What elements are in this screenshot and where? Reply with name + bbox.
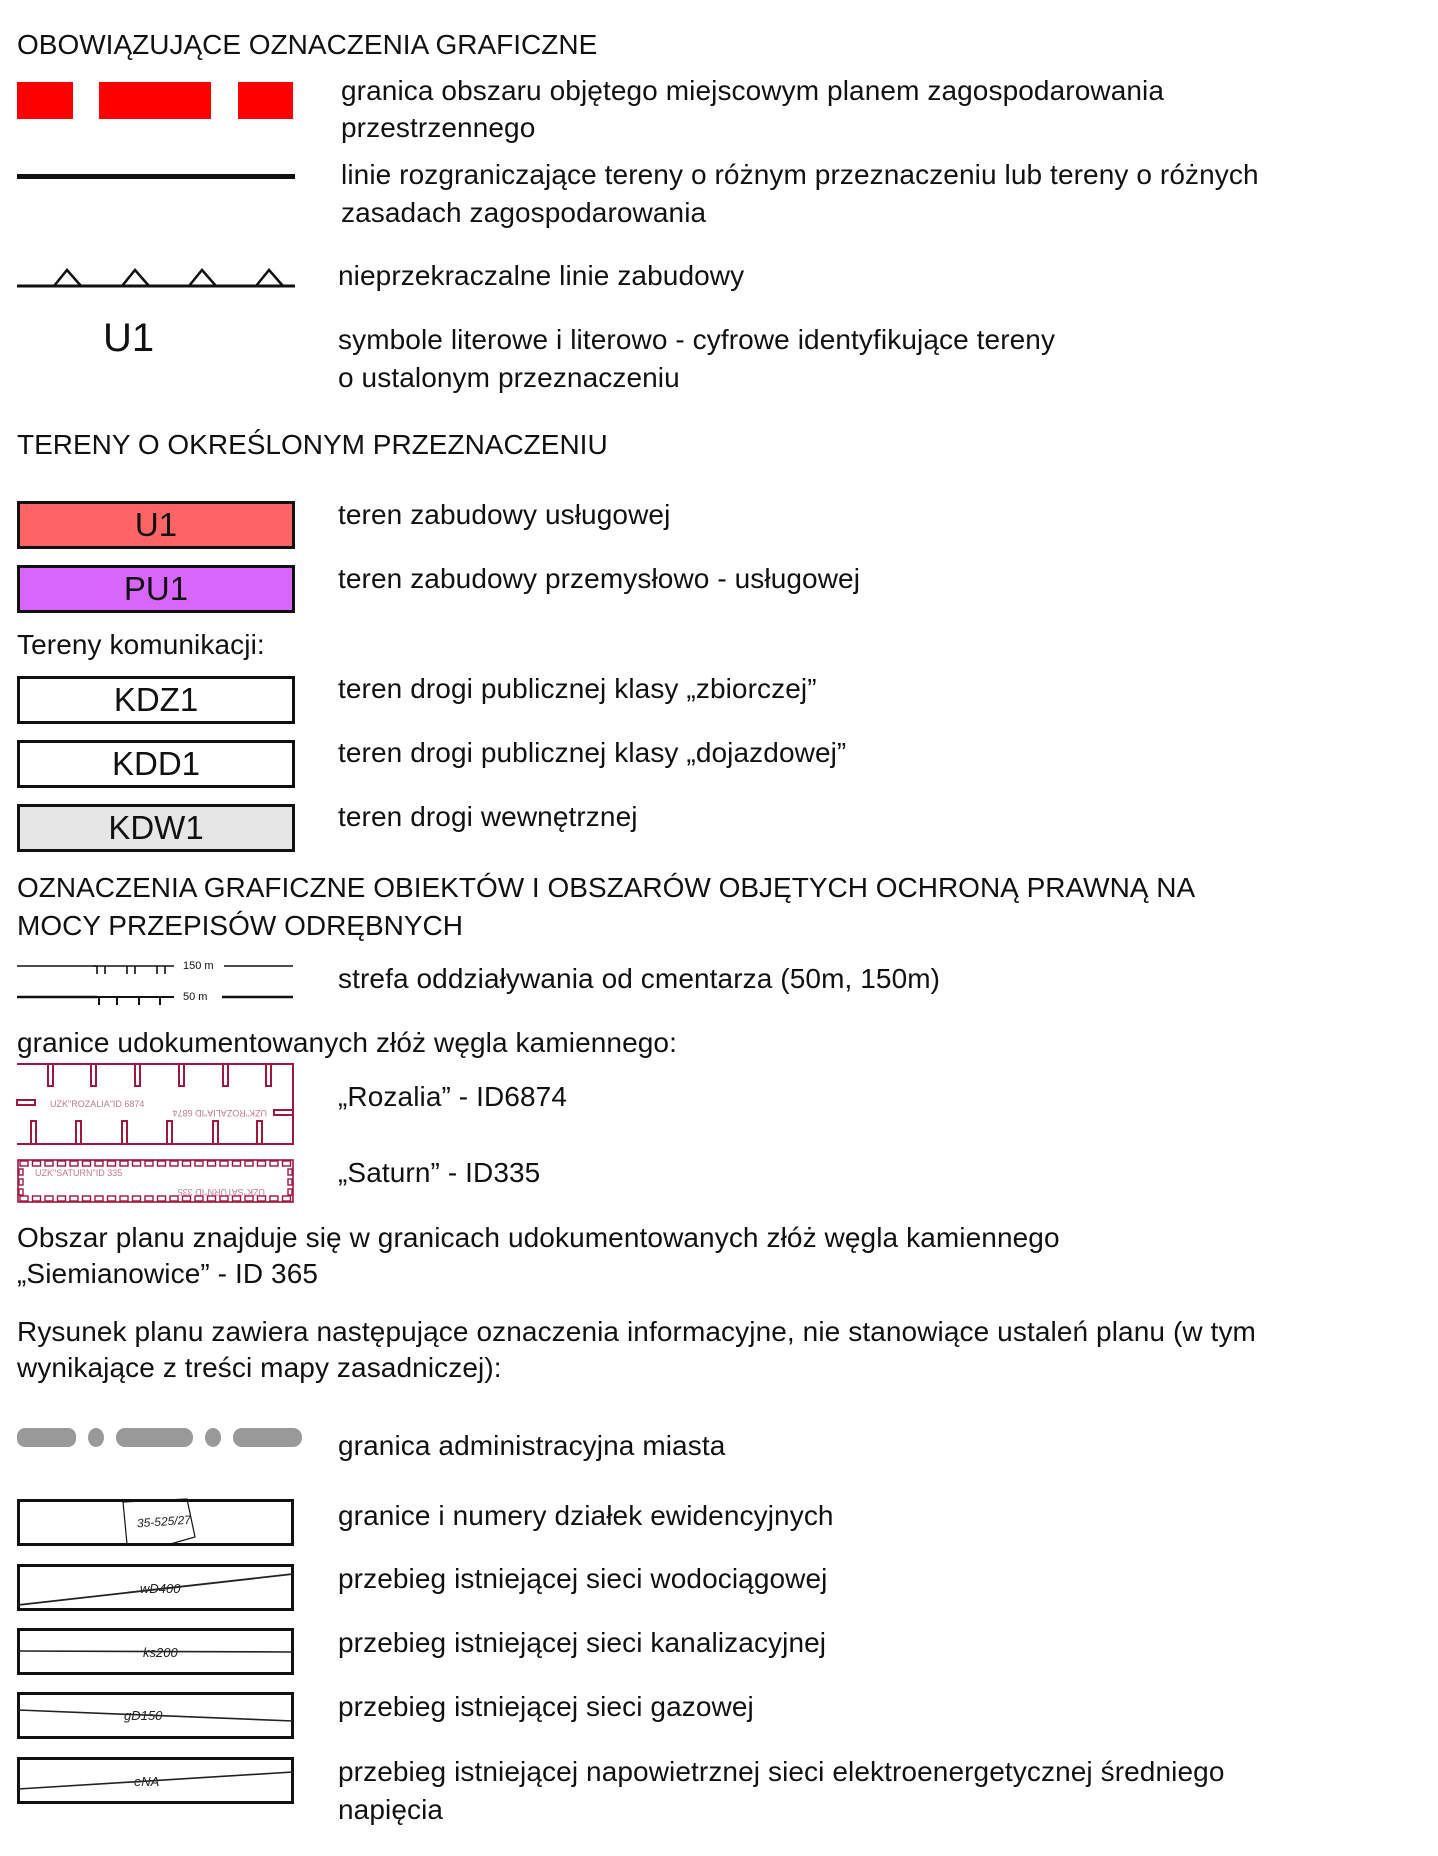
- saturn-inner-text: UZK"SATURN"ID 335: [35, 1168, 123, 1178]
- saturn-border-tooth: [220, 1161, 228, 1166]
- informational-intro-cont: wynikające z treści mapy zasadniczej):: [17, 1352, 502, 1383]
- rozalia-deposit-icon: [17, 1063, 297, 1147]
- saturn-border-tooth: [170, 1161, 178, 1166]
- saturn-border-tooth: [208, 1161, 216, 1166]
- saturn-border-tooth: [45, 1161, 53, 1166]
- land-use-swatch-u1: U1: [17, 501, 295, 549]
- saturn-border-tooth: [108, 1196, 116, 1201]
- red-dash: [17, 82, 73, 119]
- saturn-border-tooth: [108, 1161, 116, 1166]
- saturn-border-tooth: [145, 1196, 153, 1201]
- saturn-border-tooth: [283, 1161, 291, 1166]
- cemetery-zone-icon: [17, 955, 297, 1005]
- power-line-label: eNA: [134, 1774, 160, 1789]
- section-heading-mandatory: OBOWIĄZUJĄCE OZNACZENIA GRAFICZNE: [17, 29, 598, 60]
- legend-label: nieprzekraczalne linie zabudowy: [338, 260, 745, 291]
- legend-label: teren zabudowy przemysłowo - usługowej: [338, 563, 861, 594]
- road-swatch-kdd1: KDD1: [17, 740, 295, 788]
- saturn-border-tooth: [283, 1196, 291, 1201]
- saturn-border-tooth: [45, 1196, 53, 1201]
- saturn-border-tooth: [288, 1179, 292, 1185]
- saturn-border-tooth: [288, 1169, 292, 1175]
- legend-label: linie rozgraniczające tereny o różnym przeznaczeniu lub tereny o różnych: [341, 159, 1259, 190]
- parcel-boundary-icon: [17, 1499, 297, 1549]
- saturn-border-tooth: [120, 1161, 128, 1166]
- sewer-pipe-label: ks200: [143, 1645, 178, 1660]
- legend-label: przebieg istniejącej sieci gazowej: [338, 1691, 754, 1722]
- power-line-icon: [17, 1757, 297, 1807]
- land-use-swatch-pu1: PU1: [17, 565, 295, 613]
- saturn-deposit-icon: [17, 1159, 297, 1205]
- gas-network-icon: [17, 1692, 297, 1742]
- legend-label: o ustalonym przeznaczeniu: [338, 362, 680, 393]
- section-heading-protected: OZNACZENIA GRAFICZNE OBIEKTÓW I OBSZARÓW OBJĘTYCH OCHRONĄ PRAWNĄ NA: [17, 872, 1196, 903]
- gray-dash: [233, 1428, 302, 1447]
- road-swatch-kdw1: KDW1: [17, 804, 295, 852]
- red-dash: [99, 82, 211, 119]
- legend-label: przestrzennego: [341, 112, 536, 143]
- note-siemianowice: Obszar planu znajduje się w granicach udokumentowanych złóż węgla kamiennego: [17, 1222, 1060, 1253]
- saturn-border-tooth: [183, 1161, 191, 1166]
- saturn-border-tooth: [270, 1196, 278, 1201]
- legend-label: strefa oddziaływania od cmentarza (50m, 150m): [338, 963, 941, 994]
- legend-label: granica administracyjna miasta: [338, 1430, 726, 1461]
- saturn-border-tooth: [270, 1161, 278, 1166]
- legend-label: granice i numery działek ewidencyjnych: [338, 1500, 834, 1531]
- saturn-border-tooth: [158, 1196, 166, 1201]
- saturn-border-tooth: [258, 1161, 266, 1166]
- gray-dot: [205, 1428, 221, 1447]
- legend-label: przebieg istniejącej sieci wodociągowej: [338, 1563, 828, 1594]
- legend-label: teren drogi wewnętrznej: [338, 801, 638, 832]
- gas-pipe-label: gD150: [124, 1708, 163, 1723]
- admin-boundary-icon: [17, 1428, 307, 1450]
- saturn-border-tooth: [170, 1196, 178, 1201]
- saturn-border-tooth: [70, 1196, 78, 1201]
- saturn-border-tooth: [233, 1161, 241, 1166]
- subheading-communication: Tereny komunikacji:: [17, 629, 265, 660]
- building-line-triangles-icon: [17, 260, 297, 290]
- saturn-border-tooth: [19, 1179, 23, 1185]
- saturn-border-tooth: [20, 1161, 28, 1166]
- legend-label: granica obszaru objętego miejscowym planem zagospodarowania: [341, 75, 1165, 106]
- road-swatch-kdz1: KDZ1: [17, 676, 295, 724]
- cemetery-label-50: 50 m: [183, 991, 208, 1003]
- saturn-border-tooth: [195, 1161, 203, 1166]
- deposit-label-rozalia: „Rozalia” - ID6874: [338, 1081, 567, 1112]
- saturn-border-tooth: [145, 1161, 153, 1166]
- legend-label: przebieg istniejącej sieci kanalizacyjnej: [338, 1627, 827, 1658]
- saturn-border-tooth: [95, 1196, 103, 1201]
- solid-line-icon: [17, 172, 295, 182]
- deposit-label-saturn: „Saturn” - ID335: [338, 1157, 541, 1188]
- saturn-border-tooth: [19, 1169, 23, 1175]
- saturn-border-tooth: [133, 1161, 141, 1166]
- rozalia-inner-text-mirrored: UZK"ROZALIA"ID 6874: [172, 1108, 267, 1118]
- subheading-coal-deposits: granice udokumentowanych złóż węgla kamiennego:: [17, 1027, 677, 1058]
- legend-label: teren drogi publicznej klasy „dojazdowej”: [338, 737, 847, 768]
- saturn-border-tooth: [83, 1161, 91, 1166]
- legend-label: symbole literowe i literowo - cyfrowe identyfikujące tereny: [338, 324, 1056, 355]
- red-dashed-boundary-icon: [17, 82, 294, 120]
- saturn-border-tooth: [70, 1161, 78, 1166]
- parcel-number: 35-525/27: [136, 1512, 192, 1531]
- legend-label: teren drogi publicznej klasy „zbiorczej”: [338, 673, 817, 704]
- saturn-border-tooth: [33, 1196, 41, 1201]
- rozalia-inner-text: UZK"ROZALIA"ID 6874: [50, 1099, 145, 1109]
- saturn-border-tooth: [158, 1161, 166, 1166]
- saturn-border-tooth: [20, 1196, 28, 1201]
- gray-dash: [116, 1428, 193, 1447]
- red-dash: [238, 82, 293, 119]
- saturn-border-tooth: [120, 1196, 128, 1201]
- legend-label: teren zabudowy usługowej: [338, 499, 671, 530]
- cemetery-label-150: 150 m: [183, 960, 214, 972]
- saturn-border-tooth: [133, 1196, 141, 1201]
- saturn-inner-text-mirrored: UZK"SATURN"ID 335: [177, 1187, 265, 1197]
- gray-dot: [88, 1428, 104, 1447]
- symbol-example: U1: [103, 316, 155, 360]
- saturn-border-tooth: [19, 1189, 23, 1195]
- gray-dash: [17, 1428, 76, 1447]
- saturn-border-tooth: [33, 1161, 41, 1166]
- water-pipe-label: wD400: [140, 1581, 181, 1596]
- water-network-icon: [17, 1564, 297, 1614]
- legend-label: zasadach zagospodarowania: [341, 197, 707, 228]
- legend-label: napięcia: [338, 1794, 444, 1825]
- section-heading-protected-cont: MOCY PRZEPISÓW ODRĘBNYCH: [17, 910, 463, 941]
- saturn-border-tooth: [288, 1189, 292, 1195]
- saturn-border-tooth: [95, 1161, 103, 1166]
- note-siemianowice-cont: „Siemianowice” - ID 365: [17, 1258, 319, 1289]
- saturn-border-tooth: [245, 1161, 253, 1166]
- section-heading-land-use: TERENY O OKREŚLONYM PRZEZNACZENIU: [17, 429, 608, 460]
- sewer-network-icon: [17, 1628, 297, 1678]
- informational-intro: Rysunek planu zawiera następujące oznaczenia informacyjne, nie stanowiące ustaleń planu (w tym: [17, 1316, 1256, 1347]
- legend-label: przebieg istniejącej napowietrznej sieci elektroenergetycznej średniego: [338, 1756, 1225, 1787]
- saturn-border-tooth: [83, 1196, 91, 1201]
- saturn-border-tooth: [58, 1161, 66, 1166]
- saturn-border-tooth: [58, 1196, 66, 1201]
